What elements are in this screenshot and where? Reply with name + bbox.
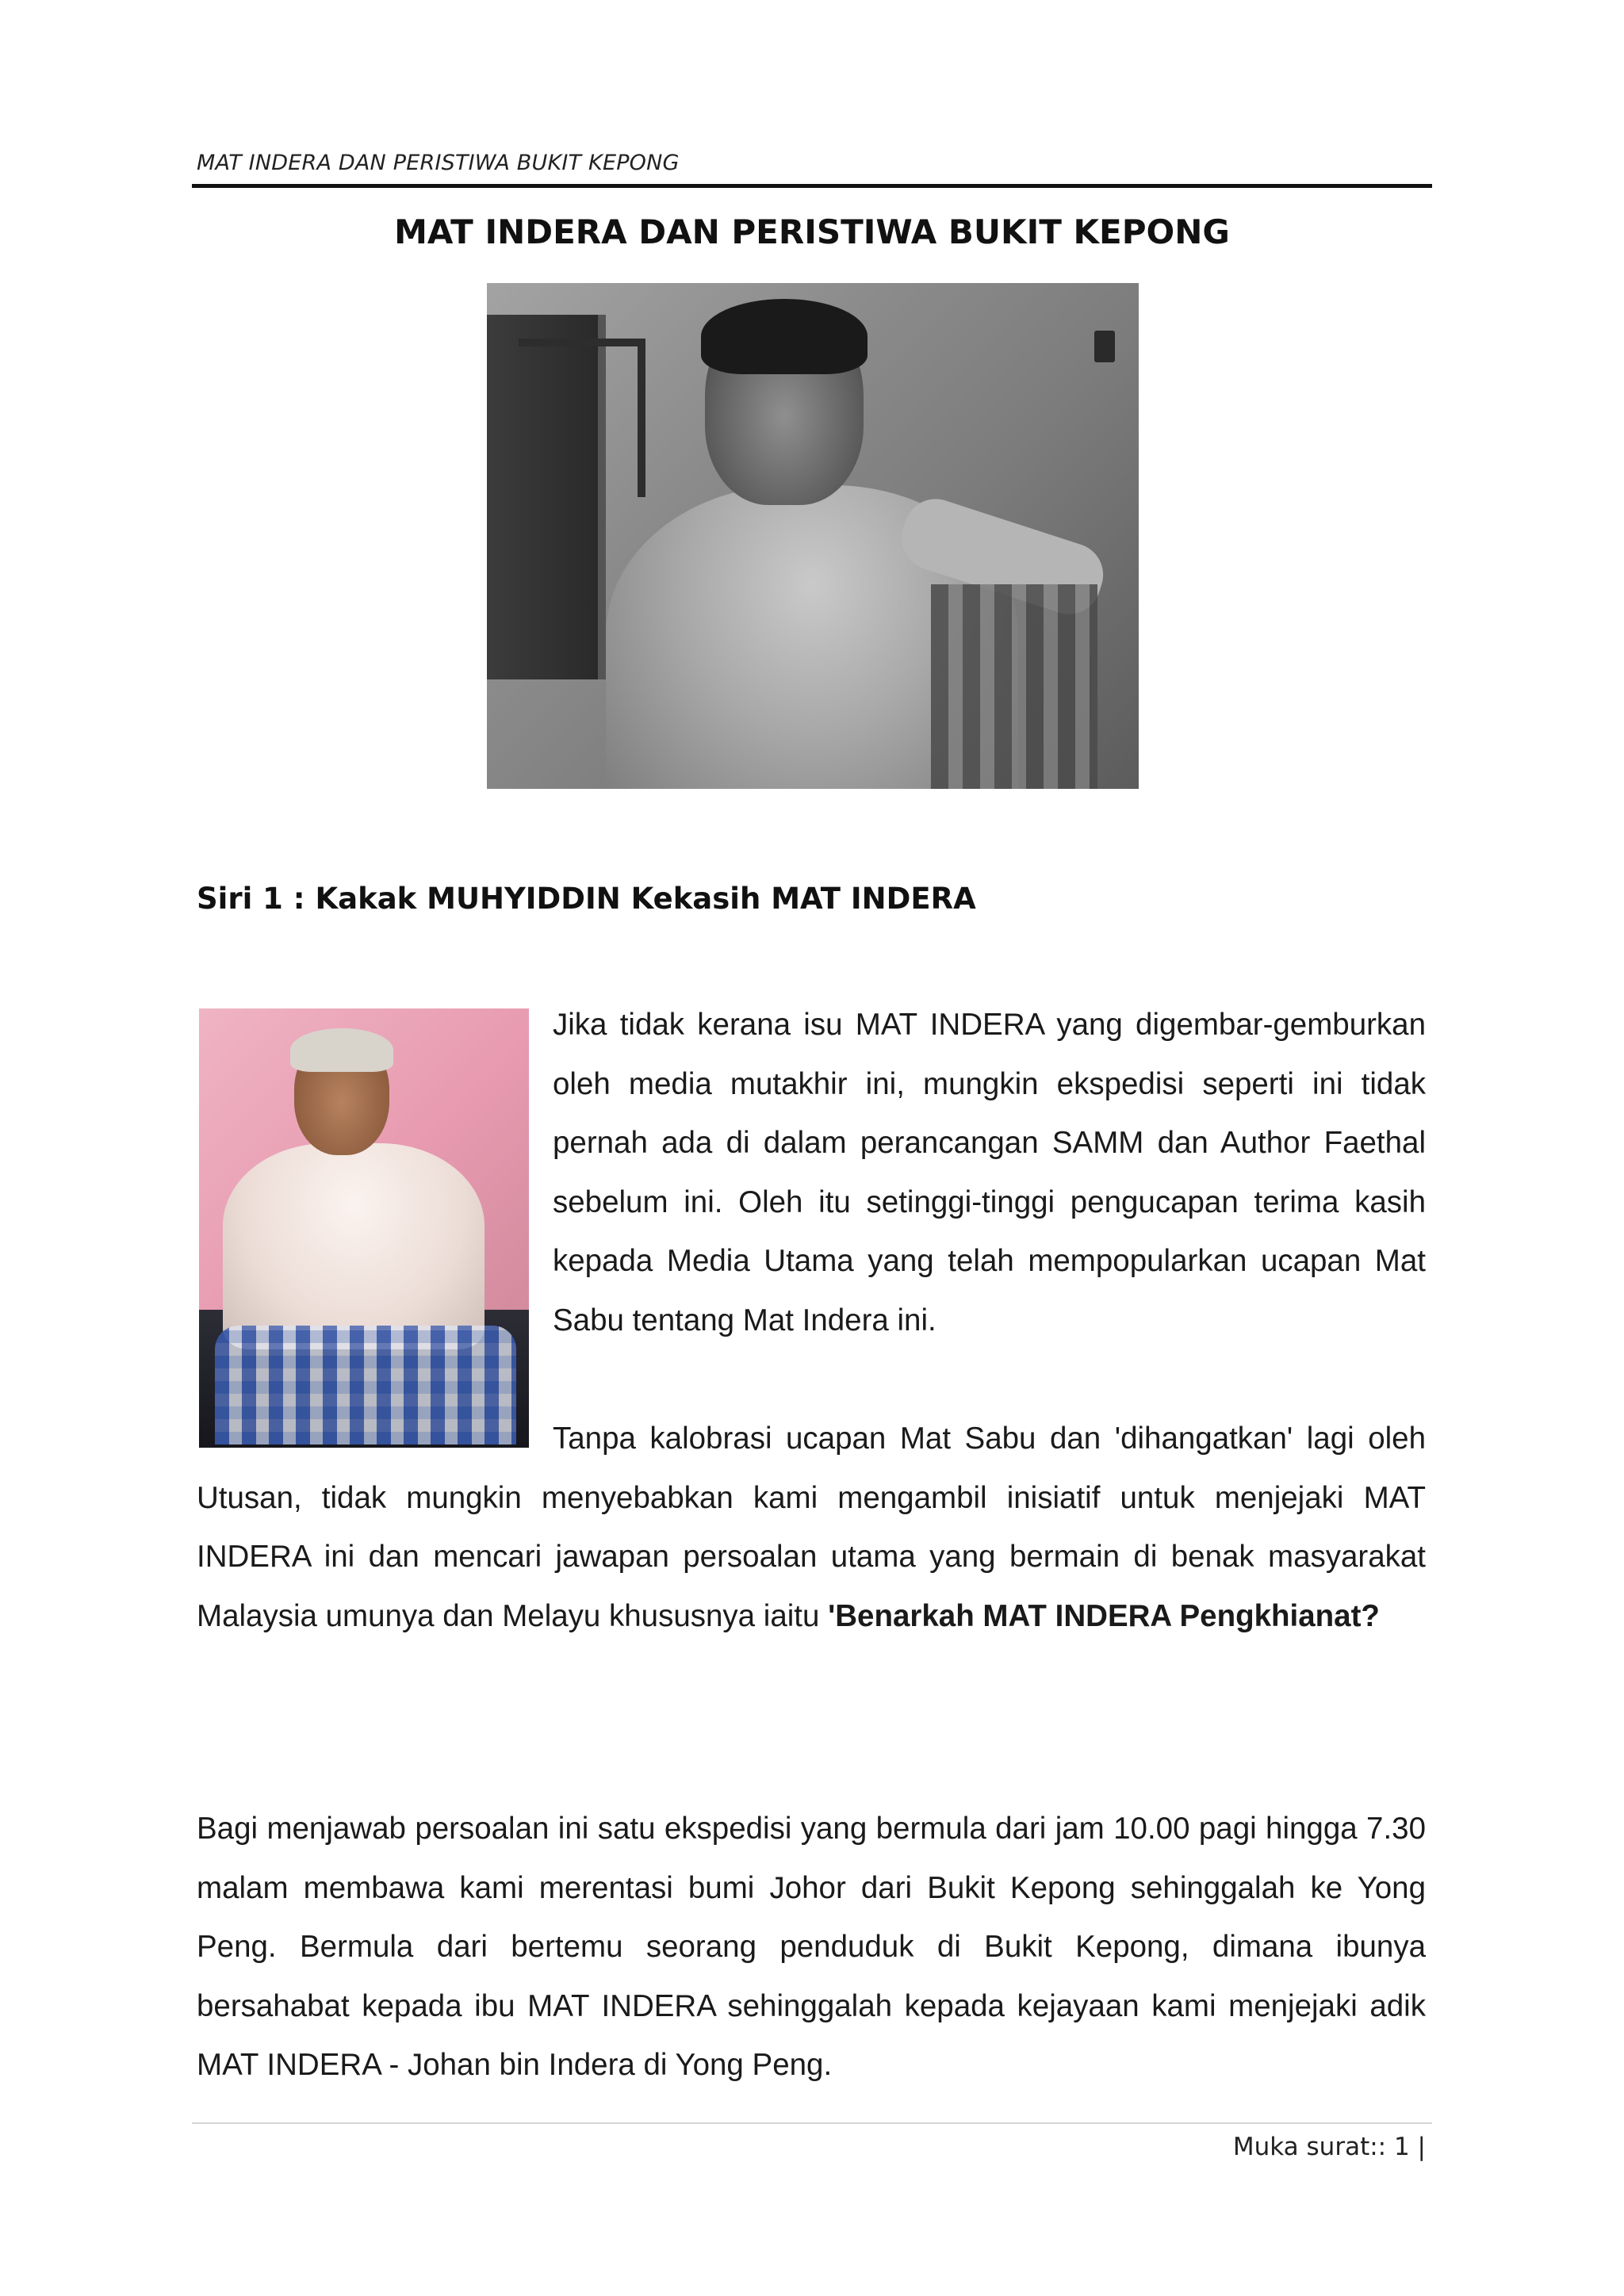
running-header: MAT INDERA DAN PERISTIWA BUKIT KEPONG	[197, 151, 680, 175]
document-title: MAT INDERA DAN PERISTIWA BUKIT KEPONG	[394, 212, 1230, 251]
series-heading: Siri 1 : Kakak MUHYIDDIN Kekasih MAT INDERA	[197, 882, 976, 916]
paragraph-intro: Jika tidak kerana isu MAT INDERA yang digembar-gemburkan oleh media mutakhir ini, mungkin ekspedisi seperti ini tidak pernah ada di dalam perancangan SAMM dan Author Faethal sebelum ini. Oleh itu setinggi-tinggi pengucapan terima kasih kepada Media Utama yang telah mempopularkan ucapan Mat Sabu tentang Mat Indera ini.	[553, 1008, 1426, 1337]
paragraph-expedition: Bagi menjawab persoalan ini satu ekspedisi yang bermula dari jam 10.00 pagi hingga 7.30 malam membawa kami merentasi bumi Johor dari Bukit Kepong sehinggalah ke Yong Peng. Bermula dari bertemu seorang penduduk di Bukit Kepong, dimana ibunya bersahabat kepada ibu MAT INDERA sehinggalah kepada kejayaan kami menjejaki adik MAT INDERA - Johan bin Indera di Yong Peng.	[197, 1812, 1426, 2082]
paragraph-question-text: Tanpa kalobrasi ucapan Mat Sabu dan 'dihangatkan' lagi oleh Utusan, tidak mungkin menyebabkan kami mengambil inisiatif untuk menjejaki MAT INDERA ini dan mencari jawapan persoalan utama yang bermain di benak masyarakat Malaysia umunya dan Melayu khususnya iaitu	[197, 1422, 1426, 1633]
elderly-man-photo	[199, 1008, 529, 1448]
footer-rule	[192, 2122, 1432, 2124]
page-number: Muka surat:: 1 |	[1232, 2133, 1426, 2161]
paragraph-question-bold: 'Benarkah MAT INDERA Pengkhianat?	[828, 1598, 1380, 1633]
main-portrait-photo	[487, 283, 1139, 789]
paragraph-question	[197, 1410, 1426, 1646]
header-rule	[192, 184, 1432, 188]
